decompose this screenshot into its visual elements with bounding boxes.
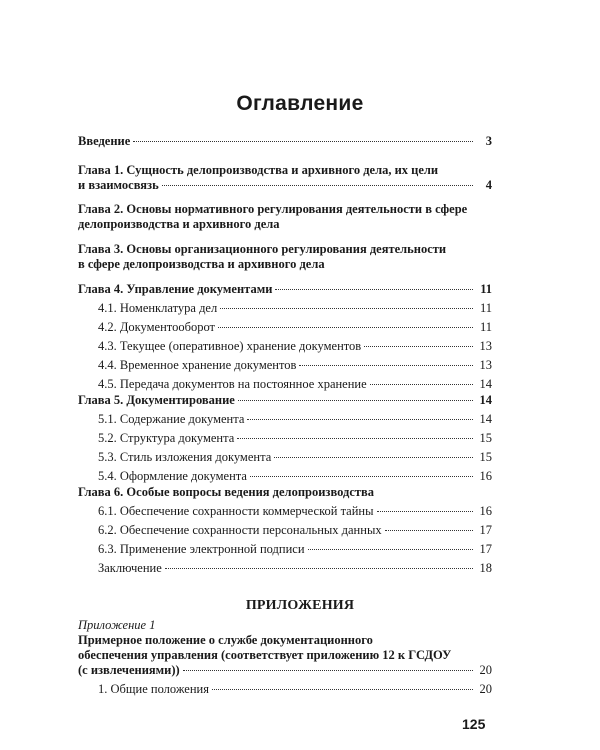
toc-entry-chapter-3 — [78, 242, 492, 272]
dot-leader — [299, 365, 473, 366]
dot-leader — [370, 384, 473, 385]
toc-subentry-page: 13 — [479, 358, 492, 372]
toc-subentry-page: 13 — [479, 339, 492, 353]
toc-subentry-page: 20 — [479, 682, 492, 696]
toc-subentry-label: 6.2. Обеспечение сохранности персональных данных — [98, 523, 382, 537]
toc-entry-label-cont: в сфере делопроизводства и архивного дела — [78, 257, 325, 271]
toc-subentry — [78, 431, 492, 446]
toc-subentry-label: 5.1. Содержание документа — [98, 412, 245, 426]
toc-subentry-label: 4.4. Временное хранение документов — [98, 358, 297, 372]
dot-leader — [250, 476, 473, 477]
toc-subentry — [78, 450, 492, 465]
toc-entry-label: Глава 3. Основы организационного регулирования деятельности — [78, 242, 447, 256]
toc-subentry-label: 5.4. Оформление документа — [98, 469, 247, 483]
toc-subentry-page: 16 — [479, 469, 492, 483]
toc-entry-label: Глава 1. Сущность делопроизводства и архивного дела, их цели — [78, 163, 439, 177]
toc-entry-conclusion — [78, 561, 492, 576]
toc-subentry — [78, 358, 492, 373]
toc-subentry — [78, 377, 492, 392]
toc-subentry-page: 15 — [479, 431, 492, 445]
appendix-title: Примерное положение о службе документационного — [78, 633, 373, 647]
toc-entry-chapter-4 — [78, 282, 492, 392]
page-number: 125 — [462, 716, 486, 732]
appendix-label: Приложение 1 — [78, 618, 156, 632]
toc-subentry-page: 11 — [479, 301, 492, 315]
toc-entry-label-cont: делопроизводства и архивного дела — [78, 217, 280, 231]
toc-entry-chapter-6 — [78, 485, 492, 576]
appendices-heading: ПРИЛОЖЕНИЯ — [245, 598, 355, 613]
toc-entry-introduction — [78, 134, 492, 149]
toc-entry-page: 11 — [480, 282, 492, 296]
dot-leader — [274, 457, 473, 458]
toc-entry-page: 14 — [479, 393, 492, 407]
toc-subentry-label: 4.1. Номенклатура дел — [98, 301, 218, 315]
dot-leader — [308, 549, 473, 550]
toc-entry-label: Глава 6. Особые вопросы ведения делопроизводства — [78, 485, 375, 499]
dot-leader — [165, 568, 473, 569]
dot-leader — [377, 511, 473, 512]
dot-leader — [133, 141, 473, 142]
toc-subentry-page: 17 — [479, 542, 492, 556]
dot-leader — [183, 670, 473, 671]
toc-subentry-page: 17 — [479, 523, 492, 537]
toc-subentry-label: Заключение — [98, 561, 162, 575]
dot-leader — [237, 438, 473, 439]
dot-leader — [218, 327, 473, 328]
toc-entry-appendix-1 — [78, 618, 492, 697]
dot-leader — [247, 419, 473, 420]
toc-entry-chapter-5 — [78, 393, 492, 484]
toc-subentry — [78, 320, 492, 335]
toc-subentry-label: 6.1. Обеспечение сохранности коммерческой тайны — [98, 504, 374, 518]
toc-entry-label: Глава 4. Управление документами — [78, 282, 273, 296]
toc-subentry — [78, 682, 492, 697]
toc-subentry-page: 18 — [479, 561, 492, 575]
dot-leader — [364, 346, 473, 347]
toc-subentry — [78, 339, 492, 354]
dot-leader — [238, 400, 473, 401]
toc-subentry-label: 1. Общие положения — [98, 682, 209, 696]
toc-subentry-page: 14 — [479, 412, 492, 426]
toc-subentry — [78, 301, 492, 316]
toc-subentry-label: 5.3. Стиль изложения документа — [98, 450, 272, 464]
toc-subentry-label: 5.2. Структура документа — [98, 431, 235, 445]
toc-entry-page: 4 — [485, 178, 492, 192]
dot-leader — [162, 185, 473, 186]
toc-subentry — [78, 469, 492, 484]
toc-entry-page: 3 — [485, 134, 492, 148]
toc-entry-label: Введение — [78, 134, 131, 148]
page-title: Оглавление — [236, 92, 364, 115]
toc-subentry-label: 4.2. Документооборот — [98, 320, 215, 334]
toc-subentry-label: 6.3. Применение электронной подписи — [98, 542, 305, 556]
toc-subentry-page: 11 — [479, 320, 492, 334]
toc-subentry — [78, 412, 492, 427]
dot-leader — [385, 530, 473, 531]
toc-subentry — [78, 504, 492, 519]
toc-subentry-label: 4.3. Текущее (оперативное) хранение документов — [98, 339, 362, 353]
toc-entry-page: 20 — [479, 663, 492, 677]
toc-entry-label: Глава 2. Основы нормативного регулирования деятельности в сфере — [78, 202, 468, 216]
dot-leader — [220, 308, 473, 309]
appendix-title-cont: (с извлечениями)) — [78, 663, 180, 677]
toc-entry-chapter-2 — [78, 202, 492, 232]
toc-subentry-label: 4.5. Передача документов на постоянное хранение — [98, 377, 367, 391]
toc-entry-label: Глава 5. Документирование — [78, 393, 235, 407]
dot-leader — [275, 289, 473, 290]
toc-entry-chapter-1 — [78, 163, 492, 193]
toc-subentry — [78, 542, 492, 557]
toc-subentry-page: 15 — [479, 450, 492, 464]
toc-subentry — [78, 523, 492, 538]
toc-subentry-page: 14 — [479, 377, 492, 391]
dot-leader — [212, 689, 473, 690]
appendix-title-cont: обеспечения управления (соответствует приложению 12 к ГСДОУ — [78, 648, 452, 662]
toc-entry-label-cont: и взаимосвязь — [78, 178, 159, 192]
toc-subentry-page: 16 — [479, 504, 492, 518]
